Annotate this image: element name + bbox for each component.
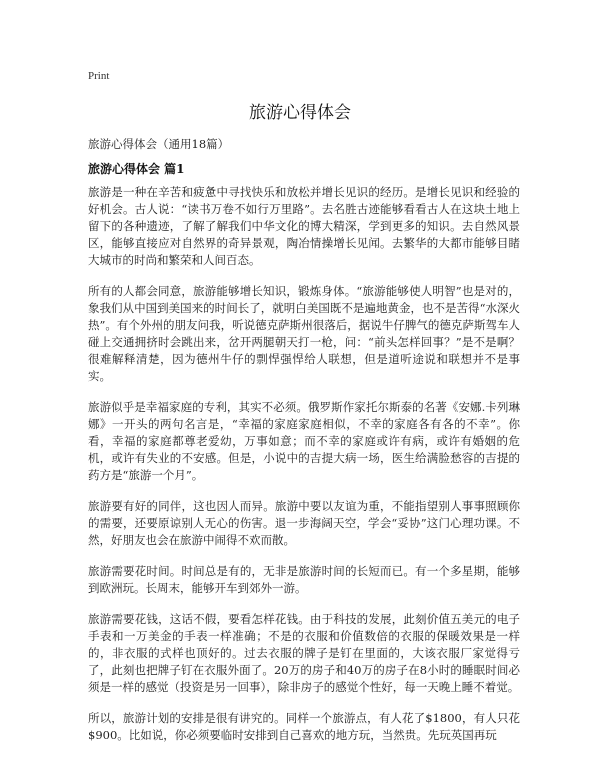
paragraph: 旅游需要花时间。时间总是有的，无非是旅游时间的长短而已。有一个多星期，能够到欧洲玩。长周末，能够开车到郊外一游。 — [88, 564, 520, 595]
paragraph: 旅游是一种在辛苦和疲惫中寻找快乐和放松并增长见识的经历。是增长见识和经验的好机会。古人说：“读书万卷不如行万里路”。去名胜古迹能够看看古人在这块土地上留下的各种遗迹，了解了解我们中华文化的博大精深，学到更多的知识。去自然风景区，能够直接应对自然界的奇异景观，陶冶情操增长见闻。去繁华的大都市能够目睹大城市的时尚和繁荣和人间百态。 — [88, 185, 520, 267]
section-heading: 旅游心得体会 篇1 — [88, 162, 185, 176]
document-body — [88, 184, 520, 758]
print-label[interactable]: Print — [88, 70, 110, 82]
paragraph: 所以，旅游计划的安排是很有讲究的。同样一个旅游点，有人花了$1800，有人只花$900。比如说，你必须要临时安排到自己喜欢的地方玩，当然贵。先玩英国再玩 — [88, 711, 520, 742]
paragraph: 旅游需要花钱，这话不假，要看怎样花钱。由于科技的发展，此刻价值五美元的电子手表和一万美金的手表一样准确；不是的衣服和价值数倍的衣服的保暖效果是一样的，非衣服的式样也顶好的。过去衣服的牌子是钉在里面的，大该衣服厂家觉得亏了，此刻也把牌子钉在衣服外面了。20万的房子和40万的房子在8小时的睡眠时间必须是一样的感觉（投资是另一回事），除非房子的感觉个性好，每一天晚上睡不着觉。 — [88, 612, 520, 694]
paragraph: 旅游似乎是幸福家庭的专利，其实不必须。俄罗斯作家托尔斯泰的名著《安娜.卡列琳娜》一开头的两句名言是，“幸福的家庭家庭相似，不幸的家庭各有各的不幸”。你看，幸福的家庭都尊老爱幼，万事如意；而不幸的家庭或许有病，或许有婚姻的危机，或许有失业的不安感。但是，小说中的吉提大病一场，医生给满脸愁容的吉提的药方是“旅游一个月”。 — [88, 400, 520, 482]
paragraph: 旅游要有好的同伴，这也因人而异。旅游中要以友谊为重，不能指望别人事事照顾你的需要，还要原谅别人无心的伤害。退一步海阔天空，学会“妥协”这门心理功课。不然，好朋友也会在旅游中闹得不欢而散。 — [88, 499, 520, 547]
document-subtitle: 旅游心得体会（通用18篇） — [88, 137, 230, 151]
paragraph: 所有的人都会同意，旅游能够增长知识，锻炼身体。“旅游能够使人明智”也是对的，象我们从中国到美国来的时间长了，就明白美国既不是遍地黄金，也不是苦得“水深火热”。有个外州的朋友问我，听说德克萨斯州很落后，据说牛仔脾气的德克萨斯驾车人碰上交通拥挤时会跳出来，岔开两腿朝天打一枪，问：“前头怎样回事？”是不是啊？很难解释清楚，因为德州牛仔的剽悍强悍给人联想，但是道听途说和联想并不是事实。 — [88, 284, 520, 383]
page-title: 旅游心得体会 — [249, 103, 351, 123]
